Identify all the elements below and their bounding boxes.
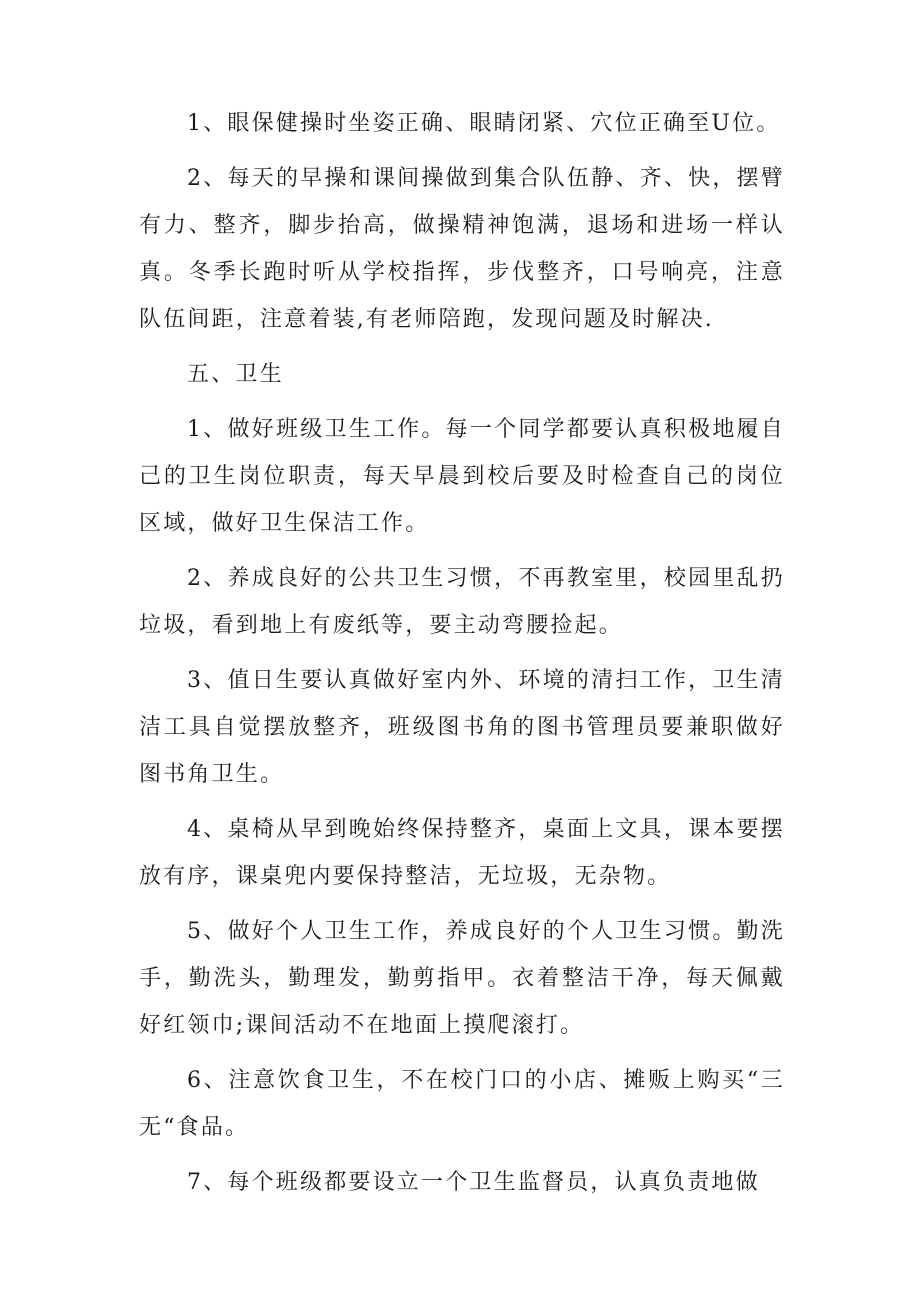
paragraph-duty-student: 3、值日生要认真做好室内外、环境的清扫工作，卫生清洁工具自觉摆放整齐，班级图书角的图书管理员要兼职做好图书角卫生。 bbox=[139, 668, 785, 787]
paragraph-class-hygiene: 1、做好班级卫生工作。每一个同学都要认真积极地履自己的卫生岗位职责，每天早晨到校后要及时检查自己的岗位区域，做好卫生保洁工作。 bbox=[139, 417, 785, 536]
paragraph-food-hygiene: 6、注意饮食卫生，不在校门口的小店、摊贩上购买“三无“食品。 bbox=[139, 1068, 785, 1140]
paragraph-desks-chairs: 4、桌椅从早到晚始终保持整齐，桌面上文具，课本要摆放有序，课桌兜内要保持整洁，无垃圾，无杂物。 bbox=[139, 817, 785, 889]
paragraph-public-hygiene: 2、养成良好的公共卫生习惯，不再教室里，校园里乱扔垃圾，看到地上有废纸等，要主动弯腰捡起。 bbox=[139, 566, 785, 638]
paragraph-eye-exercise: 1、眼保健操时坐姿正确、眼睛闭紧、穴位正确至U位。 bbox=[187, 111, 781, 136]
paragraph-personal-hygiene: 5、做好个人卫生工作，养成良好的个人卫生习惯。勤洗手，勤洗头，勤理发，勤剪指甲。衣着整洁干净，每天佩戴好红领巾;课间活动不在地面上摸爬滚打。 bbox=[139, 919, 785, 1038]
paragraph-hygiene-supervisor: 7、每个班级都要设立一个卫生监督员，认真负责地做 bbox=[187, 1170, 760, 1195]
section-heading-hygiene: 五、卫生 bbox=[187, 362, 284, 387]
paragraph-morning-exercise: 2、每天的早操和课间操做到集合队伍静、齐、快，摆臂有力、整齐，脚步抬高，做操精神饱满，退场和进场一样认真。冬季长跑时听从学校指挥，步伐整齐，口号响亮，注意队伍间距，注意着装,有老师陪跑，发现问题及时解决. bbox=[139, 166, 785, 332]
document-body bbox=[139, 100, 785, 1214]
